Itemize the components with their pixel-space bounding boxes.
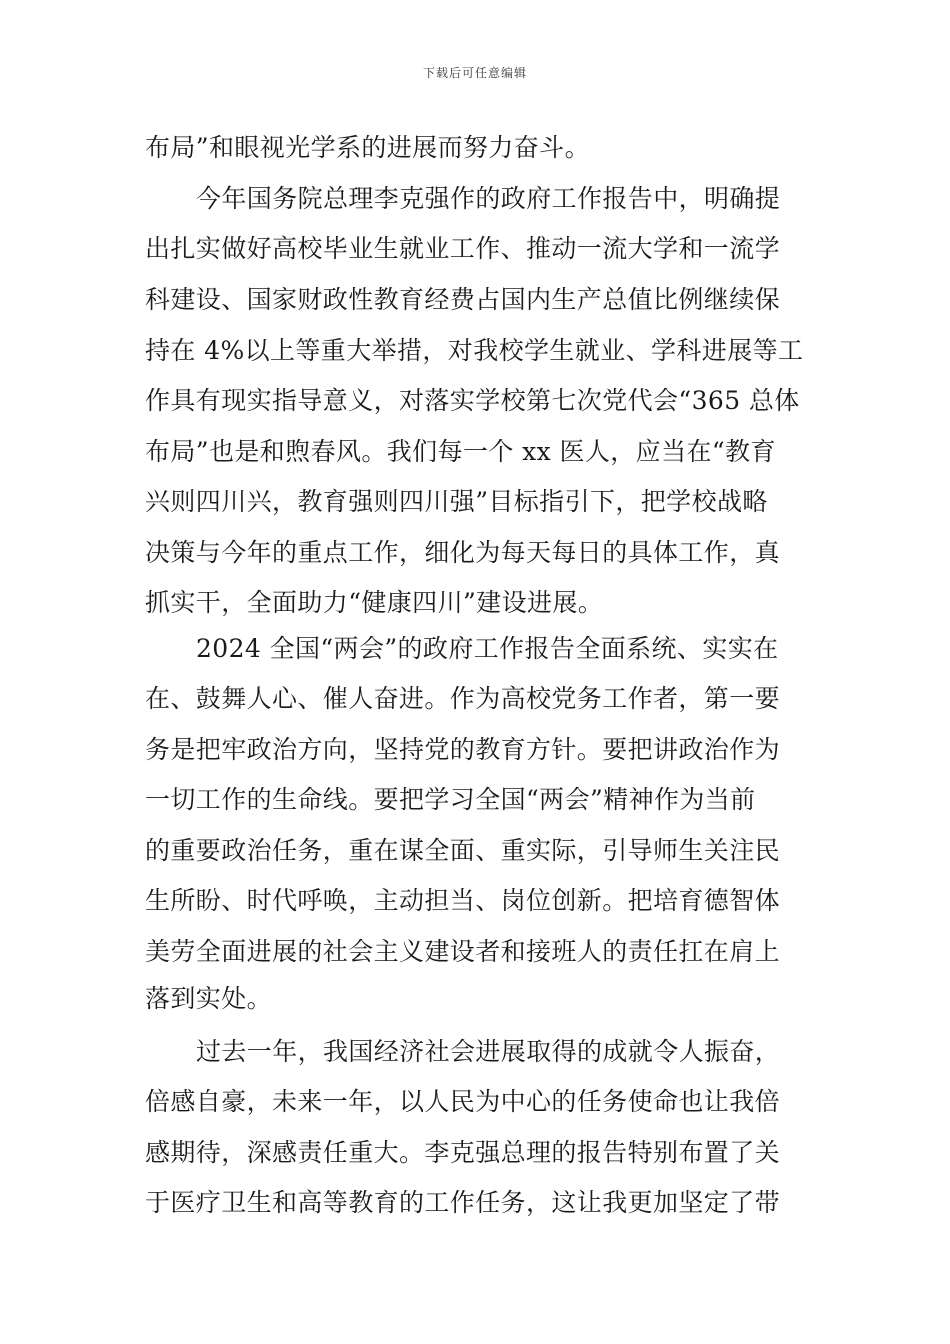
text-line: 布局”也是和煦春风。我们每一个 xx 医人，应当在“教育 [145, 437, 776, 466]
text-line: 今年国务院总理李克强作的政府工作报告中，明确提 [196, 184, 781, 213]
text-line: 布局”和眼视光学系的进展而努力奋斗。 [145, 133, 590, 162]
text-line: 2024 全国“两会”的政府工作报告全面系统、实实在 [196, 634, 779, 663]
text-line: 务是把牢政治方向，坚持党的教育方针。要把讲政治作为 [145, 735, 781, 764]
text-line: 决策与今年的重点工作，细化为每天每日的具体工作，真 [145, 538, 781, 567]
text-line: 持在 4%以上等重大举措，对我校学生就业、学科进展等工 [145, 336, 804, 365]
text-line: 生所盼、时代呼唤，主动担当、岗位创新。把培育德智体 [145, 886, 781, 915]
text-line: 于医疗卫生和高等教育的工作任务，这让我更加坚定了带 [145, 1188, 781, 1217]
text-line: 抓实干，全面助力“健康四川”建设进展。 [145, 588, 604, 617]
text-line: 在、鼓舞人心、催人奋进。作为高校党务工作者，第一要 [145, 684, 781, 713]
text-line: 一切工作的生命线。要把学习全国“两会”精神作为当前 [145, 785, 756, 814]
text-line: 作具有现实指导意义，对落实学校第七次党代会“365 总体 [145, 386, 800, 415]
text-line: 感期待，深感责任重大。李克强总理的报告特别布置了关 [145, 1138, 781, 1167]
text-line: 科建设、国家财政性教育经费占国内生产总值比例继续保 [145, 285, 781, 314]
text-line: 兴则四川兴，教育强则四川强”目标指引下，把学校战略 [145, 487, 768, 516]
text-line: 倍感自豪，未来一年，以人民为中心的任务使命也让我倍 [145, 1087, 781, 1116]
page-header: 下载后可任意编辑 [422, 66, 527, 80]
text-line: 过去一年，我国经济社会进展取得的成就令人振奋， [196, 1037, 781, 1066]
text-line: 出扎实做好高校毕业生就业工作、推动一流大学和一流学 [145, 234, 781, 263]
text-line: 美劳全面进展的社会主义建设者和接班人的责任扛在肩上 [145, 937, 781, 966]
text-line: 落到实处。 [145, 984, 273, 1013]
text-line: 的重要政治任务，重在谋全面、重实际，引导师生关注民 [145, 836, 781, 865]
